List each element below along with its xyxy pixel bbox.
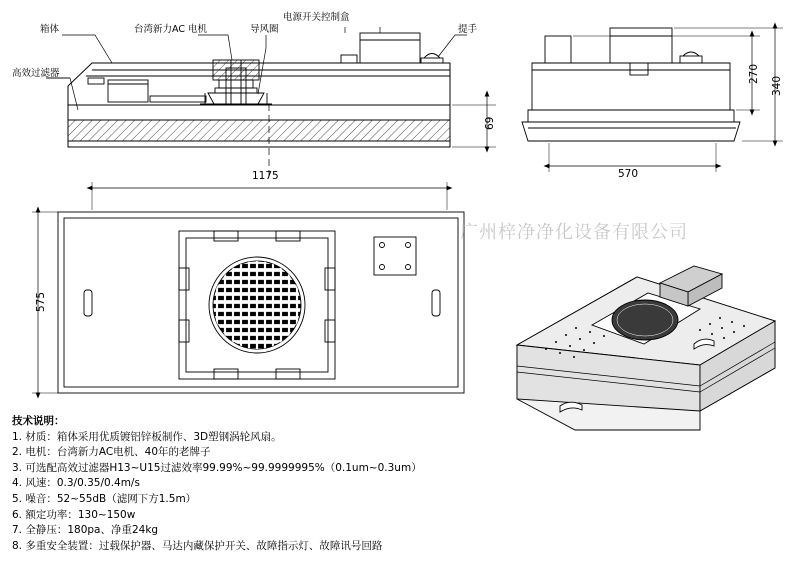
note-item: 4. 风速：0.3/0.35/0.4m/s [12, 477, 140, 490]
callout-power-switch-box: 电源开关控制盒 [283, 12, 350, 23]
note-item: 1. 材质：箱体采用优质镀铝锌板制作、3D塑钢涡轮风扇。 [12, 430, 282, 443]
dim-front-height: 69 [484, 116, 496, 130]
dim-side-height-inner: 270 [748, 63, 760, 84]
technical-notes [12, 414, 532, 554]
note-item: 2. 电机：台湾新力AC电机、40年的老牌子 [12, 446, 211, 459]
note-item: 8. 多重安全装置：过载保护器、马达内藏保护开关、故障指示灯、故障讯号回路 [12, 539, 383, 552]
callout-air-guide: 导风圈 [250, 24, 279, 35]
dim-plan-height: 575 [35, 291, 47, 312]
callout-handle: 提手 [458, 24, 478, 35]
isometric-view [517, 266, 775, 430]
callout-hepa-filter [12, 68, 60, 79]
note-item: 3. 可选配高效过滤器H13~U15过滤效率99.99%~99.9999995%（0.1um~0.3um） [12, 461, 422, 474]
callout-ac-motor: 台湾新力AC 电机 [134, 24, 207, 35]
note-item: 7. 全静压：180pa、净重24kg [12, 524, 159, 537]
dim-side-height-outer: 340 [771, 75, 783, 96]
notes-heading: 技术说明： [12, 415, 65, 427]
dim-top-width: 1175 [252, 170, 279, 182]
dim-side-width: 570 [618, 168, 639, 180]
note-item: 5. 噪音：52~55dB（滤网下方1.5m） [12, 492, 197, 505]
watermark: 广州梓净净化设备有限公司 [460, 222, 688, 243]
fan-grille-mesh [213, 260, 301, 352]
note-item: 6. 额定功率：130~150w [12, 508, 136, 521]
callout-box-body: 箱体 [40, 24, 60, 35]
callout-hepa-filter-label: 高效过滤器 [12, 68, 60, 79]
